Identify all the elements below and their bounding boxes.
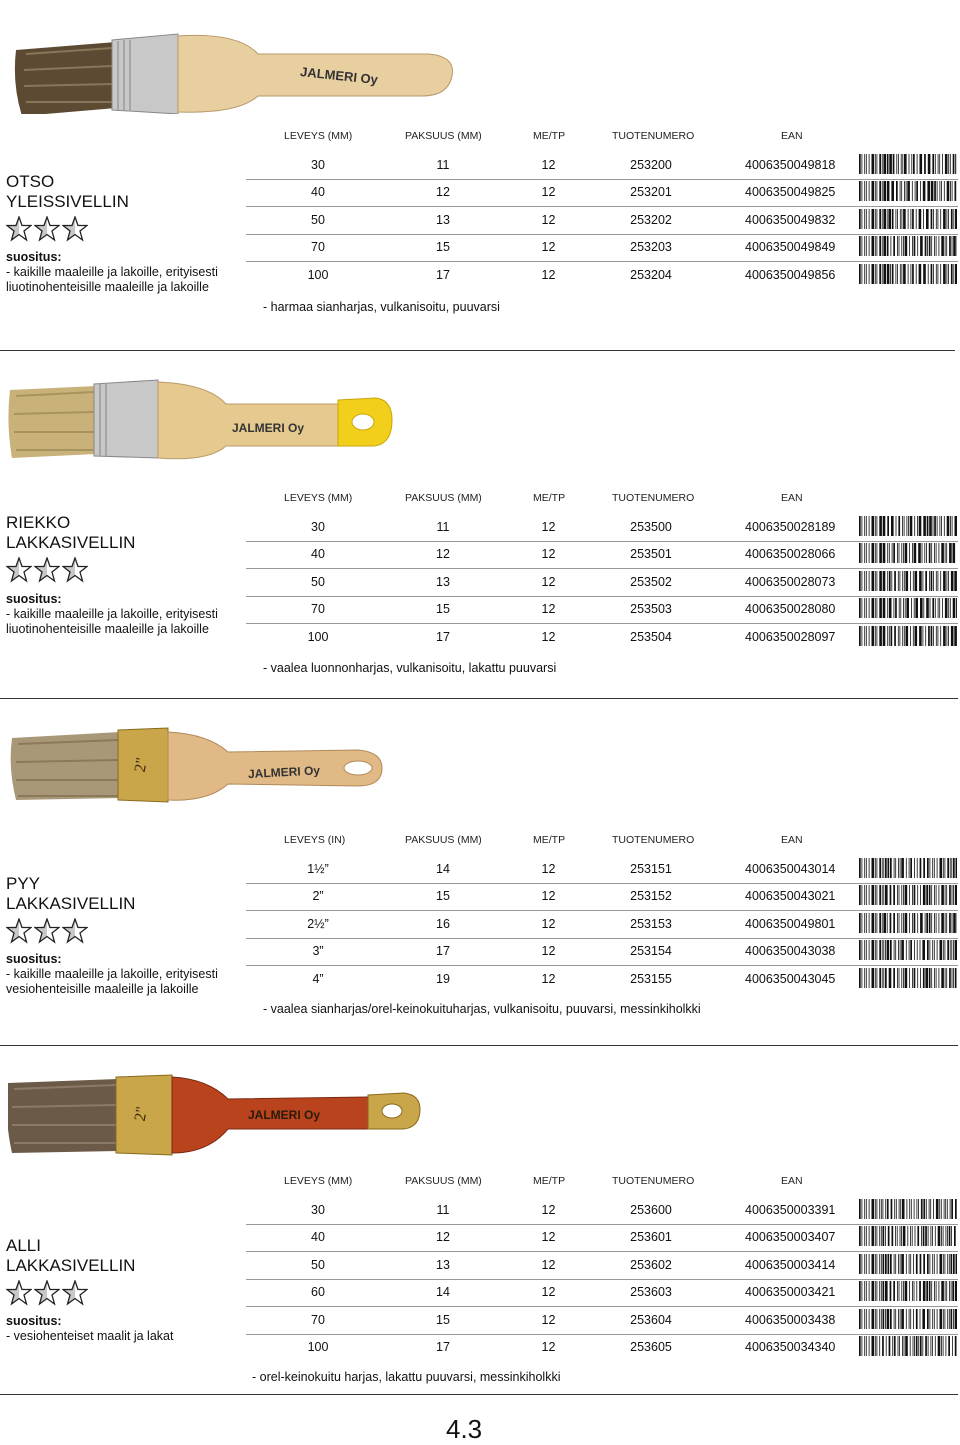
recommendation: suositus: - kaikille maaleille ja lakoille, erityisesti liuotinohenteisille maaleille ja lakoille [6,250,231,295]
cell-thickness: 15 [396,1313,490,1327]
product-section-otso [0,0,960,350]
header-width: LEVEYS (IN) [284,834,345,846]
cell-width: 40 [246,185,390,199]
product-note: - orel-keinokuitu harjas, lakattu puuvarsi, messinkiholkki [252,1370,560,1384]
product-section-riekko [0,352,960,700]
table-row [246,596,958,624]
star-icon [6,216,32,242]
barcode-icon [859,181,957,201]
table-row [246,179,958,207]
barcode-icon [859,968,957,988]
barcode-icon [859,571,957,591]
product-table [246,1175,958,1365]
cell-thickness: 14 [396,862,490,876]
product-name: ALLI LAKKASIVELLIN [6,1236,135,1276]
cell-width: 50 [246,213,390,227]
cell-width: 60 [246,1285,390,1299]
cell-thickness: 17 [396,1340,490,1354]
header-ean: EAN [781,834,803,846]
cell-thickness: 16 [396,917,490,931]
star-icon [62,918,88,944]
cell-pack: 12 [501,240,596,254]
cell-product-number: 253155 [606,972,696,986]
header-pack: ME/TP [533,1175,565,1187]
recommendation: suositus: - vesiohenteiset maalit ja lakat [6,1314,231,1344]
table-row [246,856,958,884]
cell-pack: 12 [501,862,596,876]
header-ean: EAN [781,130,803,142]
table-row [246,883,958,911]
cell-width: 1½” [246,862,390,876]
table-row [246,541,958,569]
table-row [246,624,958,651]
cell-thickness: 15 [396,889,490,903]
rating-stars [6,918,88,944]
star-icon [6,557,32,583]
cell-ean: 4006350003414 [745,1258,835,1272]
svg-text:2": 2" [132,756,151,773]
star-icon [62,216,88,242]
cell-thickness: 13 [396,575,490,589]
section-divider [0,350,955,351]
cell-thickness: 19 [396,972,490,986]
star-icon [34,557,60,583]
header-thickness: PAKSUUS (MM) [405,492,482,504]
cell-ean: 4006350028080 [745,602,835,616]
header-pack: ME/TP [533,130,565,142]
cell-ean: 4006350049832 [745,213,835,227]
barcode-icon [859,236,957,256]
cell-width: 100 [246,630,390,644]
cell-pack: 12 [501,972,596,986]
cell-ean: 4006350043014 [745,862,835,876]
table-row [246,966,958,993]
rating-stars [6,557,88,583]
cell-ean: 4006350043038 [745,944,835,958]
star-icon [34,1280,60,1306]
cell-width: 2” [246,889,390,903]
cell-width: 30 [246,520,390,534]
cell-product-number: 253501 [606,547,696,561]
cell-ean: 4006350043021 [745,889,835,903]
recommendation: suositus: - kaikille maaleille ja lakoille, erityisesti liuotinohenteisille maaleille ja lakoille [6,592,231,637]
product-table [246,492,958,652]
header-width: LEVEYS (MM) [284,130,352,142]
cell-pack: 12 [501,1203,596,1217]
cell-ean: 4006350043045 [745,972,835,986]
cell-product-number: 253503 [606,602,696,616]
table-row [246,1279,958,1307]
cell-pack: 12 [501,1230,596,1244]
cell-product-number: 253602 [606,1258,696,1272]
barcode-icon [859,264,957,284]
header-pack: ME/TP [533,834,565,846]
cell-width: 70 [246,1313,390,1327]
cell-ean: 4006350049801 [745,917,835,931]
product-note: - vaalea luonnonharjas, vulkanisoitu, lakattu puuvarsi [263,661,556,675]
product-table [246,130,958,290]
header-width: LEVEYS (MM) [284,1175,352,1187]
rating-stars [6,216,88,242]
cell-ean: 4006350049818 [745,158,835,172]
paintbrush-image [8,718,388,808]
cell-product-number: 253202 [606,213,696,227]
barcode-icon [859,516,957,536]
cell-pack: 12 [501,185,596,199]
table-row [246,1334,958,1361]
cell-thickness: 11 [396,520,490,534]
cell-pack: 12 [501,213,596,227]
cell-product-number: 253201 [606,185,696,199]
table-row [246,1197,958,1225]
cell-product-number: 253152 [606,889,696,903]
cell-pack: 12 [501,1258,596,1272]
cell-width: 50 [246,575,390,589]
cell-width: 70 [246,240,390,254]
cell-width: 100 [246,268,390,282]
cell-thickness: 12 [396,1230,490,1244]
cell-product-number: 253154 [606,944,696,958]
paintbrush-image [8,1069,428,1159]
cell-product-number: 253502 [606,575,696,589]
product-note: - vaalea sianharjas/orel-keinokuituharjas, vulkanisoitu, puuvarsi, messinkiholkki [263,1002,701,1016]
cell-thickness: 15 [396,240,490,254]
cell-pack: 12 [501,268,596,282]
barcode-icon [859,626,957,646]
cell-ean: 4006350003391 [745,1203,835,1217]
header-thickness: PAKSUUS (MM) [405,130,482,142]
rating-stars [6,1280,88,1306]
product-table [246,834,958,994]
cell-thickness: 12 [396,185,490,199]
barcode-icon [859,598,957,618]
cell-width: 40 [246,1230,390,1244]
cell-ean: 4006350049856 [745,268,835,282]
paintbrush-image [8,374,408,464]
star-icon [62,1280,88,1306]
product-section-pyy [0,700,960,1045]
cell-ean: 4006350028073 [745,575,835,589]
cell-pack: 12 [501,602,596,616]
cell-thickness: 17 [396,268,490,282]
cell-thickness: 14 [396,1285,490,1299]
section-divider [0,1045,958,1046]
table-row [246,1307,958,1335]
product-name: RIEKKO LAKKASIVELLIN [6,513,135,553]
cell-thickness: 17 [396,944,490,958]
svg-text:2": 2" [132,1105,151,1122]
header-product-number: TUOTENUMERO [612,492,694,504]
page-number: 4.3 [446,1414,482,1445]
cell-width: 100 [246,1340,390,1354]
barcode-icon [859,1254,957,1274]
cell-product-number: 253601 [606,1230,696,1244]
cell-width: 2½” [246,917,390,931]
cell-width: 30 [246,1203,390,1217]
svg-text:JALMERI Oy: JALMERI Oy [248,763,321,781]
table-row [246,514,958,542]
product-name: PYY LAKKASIVELLIN [6,874,135,914]
barcode-icon [859,1199,957,1219]
barcode-icon [859,1226,957,1246]
recommendation: suositus: - kaikille maaleille ja lakoille, erityisesti vesiohenteisille maaleille ja lakoille [6,952,231,997]
cell-ean: 4006350003407 [745,1230,835,1244]
svg-text:JALMERI Oy: JALMERI Oy [299,64,379,87]
cell-pack: 12 [501,575,596,589]
barcode-icon [859,885,957,905]
cell-product-number: 253203 [606,240,696,254]
table-row [246,569,958,597]
barcode-icon [859,940,957,960]
cell-ean: 4006350049825 [745,185,835,199]
barcode-icon [859,1309,957,1329]
section-divider [0,1394,958,1395]
cell-product-number: 253151 [606,862,696,876]
table-row [246,1224,958,1252]
cell-pack: 12 [501,520,596,534]
cell-width: 30 [246,158,390,172]
product-name: OTSO YLEISSIVELLIN [6,172,129,212]
cell-width: 40 [246,547,390,561]
table-row [246,234,958,262]
header-pack: ME/TP [533,492,565,504]
star-icon [6,1280,32,1306]
cell-ean: 4006350003421 [745,1285,835,1299]
cell-thickness: 17 [396,630,490,644]
cell-thickness: 13 [396,213,490,227]
cell-width: 70 [246,602,390,616]
cell-pack: 12 [501,547,596,561]
header-product-number: TUOTENUMERO [612,834,694,846]
cell-ean: 4006350034340 [745,1340,835,1354]
barcode-icon [859,154,957,174]
barcode-icon [859,858,957,878]
header-thickness: PAKSUUS (MM) [405,834,482,846]
cell-product-number: 253500 [606,520,696,534]
svg-text:JALMERI Oy: JALMERI Oy [232,421,304,435]
star-icon [6,918,32,944]
header-thickness: PAKSUUS (MM) [405,1175,482,1187]
cell-product-number: 253504 [606,630,696,644]
cell-thickness: 13 [396,1258,490,1272]
header-ean: EAN [781,492,803,504]
star-icon [34,918,60,944]
cell-product-number: 253604 [606,1313,696,1327]
cell-thickness: 12 [396,547,490,561]
cell-thickness: 11 [396,158,490,172]
cell-thickness: 11 [396,1203,490,1217]
cell-pack: 12 [501,1340,596,1354]
cell-product-number: 253600 [606,1203,696,1217]
cell-product-number: 253603 [606,1285,696,1299]
table-row [246,911,958,939]
section-divider [0,698,958,699]
cell-ean: 4006350028097 [745,630,835,644]
header-product-number: TUOTENUMERO [612,1175,694,1187]
cell-product-number: 253153 [606,917,696,931]
product-note: - harmaa sianharjas, vulkanisoitu, puuvarsi [263,300,500,314]
table-row [246,938,958,966]
cell-width: 50 [246,1258,390,1272]
header-product-number: TUOTENUMERO [612,130,694,142]
cell-width: 4” [246,972,390,986]
barcode-icon [859,1281,957,1301]
cell-pack: 12 [501,917,596,931]
cell-product-number: 253605 [606,1340,696,1354]
header-ean: EAN [781,1175,803,1187]
paintbrush-image [8,14,458,114]
star-icon [34,216,60,242]
table-row [246,262,958,289]
product-section-alli [0,1047,960,1397]
svg-text:JALMERI Oy: JALMERI Oy [248,1108,320,1122]
table-row [246,1252,958,1280]
table-row [246,207,958,235]
header-width: LEVEYS (MM) [284,492,352,504]
cell-ean: 4006350049849 [745,240,835,254]
barcode-icon [859,1336,957,1356]
cell-product-number: 253200 [606,158,696,172]
cell-pack: 12 [501,889,596,903]
barcode-icon [859,913,957,933]
cell-pack: 12 [501,1285,596,1299]
barcode-icon [859,209,957,229]
cell-pack: 12 [501,1313,596,1327]
cell-thickness: 15 [396,602,490,616]
barcode-icon [859,543,957,563]
star-icon [62,557,88,583]
cell-ean: 4006350003438 [745,1313,835,1327]
cell-pack: 12 [501,630,596,644]
cell-ean: 4006350028189 [745,520,835,534]
cell-ean: 4006350028066 [745,547,835,561]
cell-pack: 12 [501,944,596,958]
table-row [246,152,958,180]
cell-width: 3” [246,944,390,958]
cell-product-number: 253204 [606,268,696,282]
cell-pack: 12 [501,158,596,172]
